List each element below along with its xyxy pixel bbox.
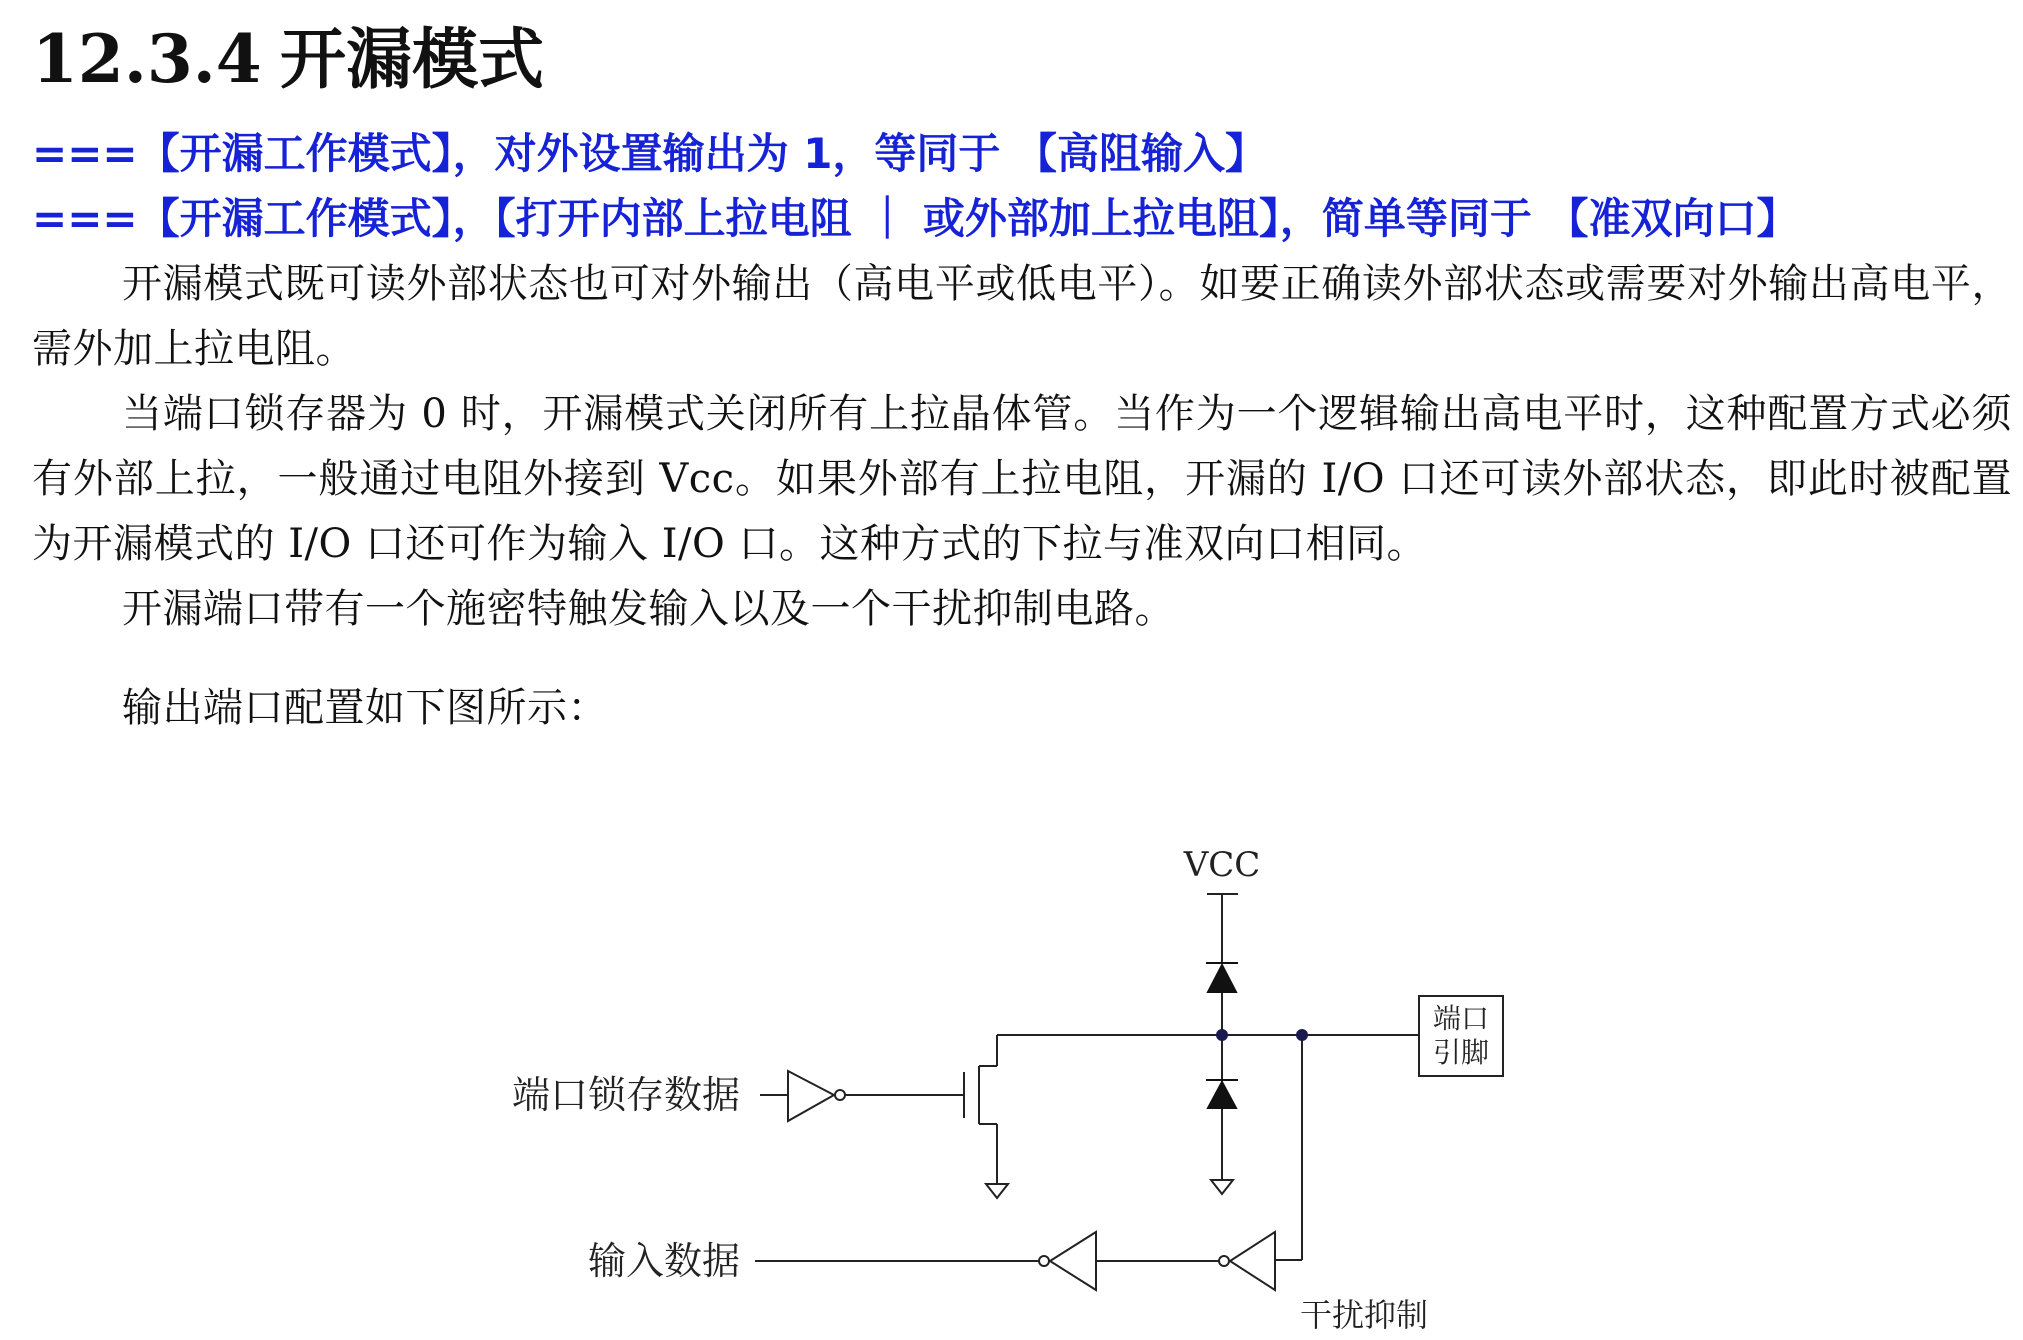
glitch-filter-buffer bbox=[1230, 1232, 1275, 1290]
port-pin-label-line2: 引脚 bbox=[1432, 1036, 1490, 1069]
input-buffer-bubble bbox=[1039, 1256, 1049, 1266]
vcc-label: VCC bbox=[1183, 845, 1261, 885]
glitch-filter-label: 干扰抑制 bbox=[1300, 1296, 1429, 1334]
paragraph-text: 当端口锁存器为 0 时，开漏模式关闭所有上拉晶体管。当作为一个逻辑输出高电平时，这种配置方式必须有外部上拉，一般通过电阻外接到 Vcc。如果外部有上拉电阻，开漏的 I/O 口还可读外部状态，即此时被配置为开漏模式的 I/O 口还可作为输入 I/O 口。这种方式的下拉与准双向口相同。 bbox=[32, 391, 2012, 567]
junction-dot bbox=[1216, 1029, 1228, 1041]
port-pin-label-line1: 端口 bbox=[1432, 1002, 1490, 1035]
diode-ground-icon bbox=[1211, 1180, 1233, 1194]
latch-data-label: 端口锁存数据 bbox=[511, 1073, 740, 1117]
paragraph-text: 输出端口配置如下图所示： bbox=[122, 685, 608, 731]
mosfet-ground-icon bbox=[986, 1184, 1008, 1198]
glitch-filter-bubble bbox=[1219, 1256, 1229, 1266]
junction-dot bbox=[1296, 1029, 1308, 1041]
latch-inverter bbox=[788, 1071, 834, 1121]
latch-inverter-bubble bbox=[835, 1090, 845, 1100]
summary-note-1: ===【开漏工作模式】，对外设置输出为 1，等同于 【高阻输入】 bbox=[32, 129, 1268, 178]
input-data-label: 输入数据 bbox=[587, 1239, 740, 1283]
summary-note-2: ===【开漏工作模式】，【打开内部上拉电阻 ｜ 或外部加上拉电阻】，简单等同于 【准双向口】 bbox=[32, 194, 1799, 243]
section-title: 开漏模式 bbox=[280, 20, 544, 98]
paragraph-text: 开漏模式既可读外部状态也可对外输出（高电平或低电平）。如要正确读外部状态或需要对外输出高电平，需外加上拉电阻。 bbox=[32, 261, 2012, 372]
section-number: 12.3.4 bbox=[32, 20, 262, 98]
upper-diode bbox=[1208, 965, 1236, 992]
lower-diode bbox=[1208, 1082, 1236, 1108]
input-buffer bbox=[1050, 1232, 1096, 1290]
paragraph-text: 开漏端口带有一个施密特触发输入以及一个干扰抑制电路。 bbox=[122, 586, 1175, 632]
